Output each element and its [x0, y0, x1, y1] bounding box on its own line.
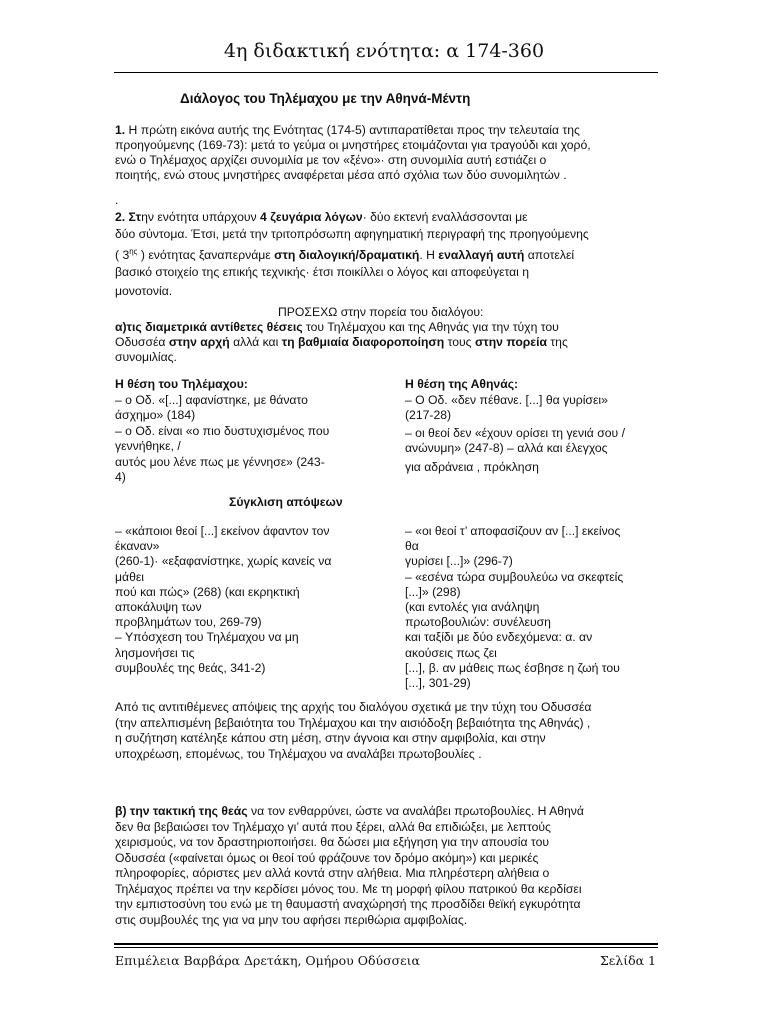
footer-rule-thin: [114, 947, 658, 948]
attention-line: συνομιλίας.: [115, 350, 177, 364]
convergence-left-line: μάθει: [115, 569, 144, 584]
convergence-right-line: πρωτοβουλιών: συνέλευση: [405, 615, 551, 630]
convergence-left-line: λησμονήσει τις: [115, 645, 195, 660]
athena-heading: Η θέση της Αθηνάς:: [405, 377, 519, 391]
paragraph-2-text: · δύο εκτενή εναλλάσσονται με: [362, 210, 528, 224]
paragraph-2-text: ( 3: [115, 248, 130, 263]
beta-line: δεν θα βεβαιώσει τον Τηλέμαχο γι’ αυτά που ξέρει, αλλά θα επιδιώξει, με λεπτούς: [115, 819, 551, 834]
convergence-right-line: [...]» (298): [405, 584, 461, 599]
summary-line: (την απελπισμένη βεβαιότητα του Τηλέμαχου και την αισιόδοξη βεβαιότητα της Αθηνάς) ,: [115, 715, 591, 730]
attention-text: του Τηλέμαχου και της Αθηνάς για την τύχη του: [302, 320, 559, 334]
paragraph-2-text: ) ενότητας ξαναπερνάμε: [137, 248, 275, 263]
paragraph-2-bold: στη διαλογική/δραματική: [274, 248, 420, 263]
beta-line: χειρισμούς, να τον δραστηριοποιήσει. θα δώσει μια εξήγηση για την απουσία του: [115, 835, 550, 849]
telemachus-line: γεννήθηκε, /: [115, 439, 181, 453]
beta-paragraph: [115, 804, 675, 928]
page-header-title: 4η διδακτική ενότητα: α 174-360: [223, 40, 545, 62]
convergence-left-line: έκαναν»: [115, 539, 160, 554]
paragraph-1-line: Η πρώτη εικόνα αυτής της Ενότητας (174-5) αντιπαρατίθεται προς την τελευταία της: [125, 123, 580, 137]
convergence-right: [405, 524, 675, 691]
telemachus-position: [115, 377, 365, 486]
telemachus-line: 4): [115, 470, 126, 484]
telemachus-line: άσχημο» (184): [115, 408, 196, 422]
paragraph-1-line: προηγούμενης (169-73): μετά το γεύμα οι μνηστήρες ετοιμάζονται για τραγούδι και χορό,: [115, 138, 591, 152]
section-title: Διάλογος του Τηλέμαχου με την Αθηνά-Μέντη: [180, 91, 471, 106]
convergence-left-line: προβλημάτων του, 269-79): [115, 615, 262, 630]
paragraph-2-bold: Στ: [125, 210, 142, 224]
convergence-left-line: πού και πώς» (268) (και εκρηκτική: [115, 584, 300, 599]
athena-line: για αδράνεια , πρόκληση: [405, 459, 539, 474]
convergence-right-line: [...], 301-29): [405, 676, 471, 691]
paragraph-2: [115, 209, 675, 300]
attention-text: της: [546, 335, 568, 349]
convergence-left-line: συμβουλές της θεάς, 341-2): [115, 660, 266, 675]
athena-line: (217-28): [405, 408, 452, 422]
athena-position: [405, 377, 675, 475]
athena-line: – οι θεοί δεν «έχουν ορίσει τη γενιά σου /: [405, 425, 625, 440]
convergence-title-text: Σύγκλιση απόψεων: [229, 495, 343, 509]
attention-bold: α)τις διαμετρικά αντίθετες θέσεις: [115, 320, 303, 334]
beta-line: πληροφορίες, αόριστες μεν αλλά κοντά στην αλήθεια. Μια πληρέστερη αλήθεια ο: [115, 866, 550, 880]
paragraph-1-number: 1.: [115, 123, 126, 137]
attention-bold: στην πορεία: [474, 335, 547, 349]
attention-block: [115, 305, 675, 365]
convergence-left-line: – Υπόσχεση του Τηλέμαχου να μη: [115, 630, 299, 645]
telemachus-line: – ο Οδ. είναι «ο πιο δυστυχισμένος που: [115, 423, 330, 438]
convergence-right-line: (και εντολές για ανάληψη: [405, 600, 540, 615]
convergence-right-line: – «εσένα τώρα συμβουλεύω να σκεφτείς: [405, 569, 624, 584]
stray-dot: .: [115, 193, 119, 207]
telemachus-line: – ο Οδ. «[...] αφανίστηκε, με θάνατο: [115, 392, 308, 407]
paragraph-2-number: 2.: [115, 210, 126, 224]
attention-bold: στην αρχή: [168, 335, 230, 349]
convergence-right-line: – «οι θεοί τ’ αποφασίζουν αν [...] εκείνος: [405, 524, 621, 538]
attention-text: τους: [444, 335, 475, 349]
convergence-left-line: αποκάλυψη των: [115, 600, 202, 615]
footer-credit: Επιμέλεια Βαρβάρα Δρετάκη, Ομήρου Οδύσσεια: [115, 953, 420, 968]
paragraph-2-text: αποτελεί: [524, 248, 575, 263]
paragraph-2-line: μονοτονία.: [115, 284, 173, 299]
paragraph-2-line: βασικό στοιχείο της επικής τεχνικής· έτσι ποικίλλει ο λόγος και αποφεύγεται η: [115, 265, 530, 280]
telemachus-heading: Η θέση του Τηλέμαχου:: [115, 377, 248, 391]
beta-line: στις συμβουλές της για να μην του αφήσει περιθώρια αμφιβολίας.: [115, 912, 468, 927]
beta-line: Οδυσσέα («φαίνεται όμως οι θεοί τού φράζουνε τον δρόμο ακόμη») και μερικές: [115, 850, 539, 865]
beta-line: την εμπιστοσύνη του ενώ με τη θαυμαστή αναχώρησή της προσδίδει θεϊκή εγκυρότητα: [115, 897, 581, 911]
attention-bold: τη βαθμιαία διαφοροποίηση: [281, 335, 445, 349]
attention-heading: ΠΡΟΣΕΧΩ: [278, 305, 338, 319]
summary-line: Από τις αντιτιθέμενες απόψεις της αρχής του διαλόγου σχετικά με την τύχη του Οδυσσέα: [115, 700, 592, 714]
convergence-title: [229, 495, 343, 510]
convergence-right-line: [...], β. αν μάθεις πως έσβησε η ζωή του: [405, 660, 620, 675]
footer-rule-thick: [114, 943, 658, 945]
summary-line: υποχρέωση, επομένως, του Τηλέμαχου να αναλάβει πρωτοβουλίες .: [115, 746, 482, 761]
footer-page-number: Σελίδα 1: [599, 953, 656, 968]
convergence-right-line: και ταξίδι με δύο ενδεχόμενα: α. αν: [405, 630, 593, 645]
attention-text: αλλά και: [229, 335, 282, 349]
convergence-right-line: θα: [405, 539, 419, 554]
paragraph-2-line: δύο σύντομα. Έτσι, μετά την τριτοπρόσωπη αφηγηματική περιγραφή της προηγούμενης: [115, 227, 589, 241]
paragraph-1-line: ενώ ο Τηλέμαχος αρχίζει συνομιλία με τον «ξένο»· στη συνομιλία αυτή εστιάζει ο: [115, 153, 547, 167]
superscript: ης: [129, 247, 138, 256]
beta-line: Τηλέμαχος πρέπει να την κερδίσει μόνος του. Με τη μορφή φίλου πατρικού θα κερδίσει: [115, 881, 582, 896]
convergence-left-line: – «κάποιοι θεοί [...] εκείνον άφαντον τον: [115, 524, 330, 538]
paragraph-2-text: ην ενότητα υπάρχουν: [141, 210, 261, 224]
beta-text: να τον ενθαρρύνει, ώστε να αναλάβει πρωτοβουλίες. Η Αθηνά: [247, 804, 584, 818]
convergence-right-line: ακούσεις πως ζει: [405, 645, 497, 660]
athena-line: ανώνυμη» (247-8) – αλλά και έλεγχος: [405, 441, 608, 455]
paragraph-2-bold: εναλλαγή αυτή: [438, 248, 525, 263]
header-rule: [114, 72, 658, 73]
paragraph-1-line: ποιητής, ενώ στους μνηστήρες αναφέρεται μέσα από σχόλια των δύο συνομιλητών .: [115, 168, 567, 182]
summary-line: η συζήτηση κατέληξε κάπου στη μέση, στην άγνοια και στην αμφιβολία, και στην: [115, 731, 546, 745]
telemachus-line: αυτός μου λένε πως με γέννησε» (243-: [115, 454, 325, 469]
convergence-left: [115, 524, 375, 676]
paragraph-2-bold: 4 ζευγάρια λόγων: [260, 210, 363, 224]
attention-text: Οδυσσέα: [115, 335, 169, 349]
beta-bold: β) την τακτική της θεάς: [115, 804, 248, 818]
athena-line: – Ο Οδ. «δεν πέθανε. [...] θα γυρίσει»: [405, 392, 608, 407]
attention-text: στην πορεία του διαλόγου:: [337, 305, 484, 319]
convergence-left-line: (260-1)· «εξαφανίστηκε, χωρίς κανείς να: [115, 554, 332, 569]
summary-paragraph: [115, 700, 675, 762]
paragraph-1: [115, 123, 675, 183]
convergence-right-line: γυρίσει [...]» (296-7): [405, 554, 513, 569]
paragraph-2-text: . Η: [419, 248, 439, 263]
